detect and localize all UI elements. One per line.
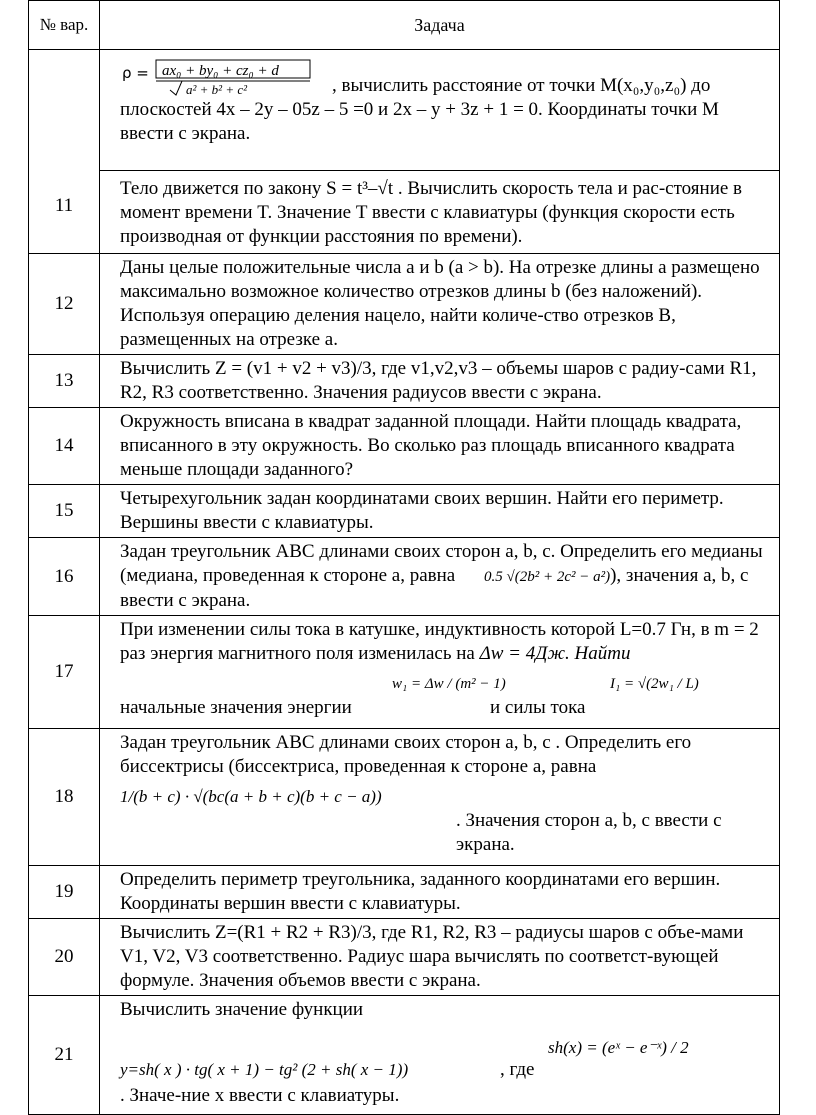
row-number: 16 — [29, 538, 100, 616]
row-number — [29, 50, 100, 254]
task-cell: Окружность вписана в квадрат заданной площади. Найти площадь квадрата, вписанного в эту окружность. Во сколько раз площадь вписанного квадрата меньше площади заданного? — [100, 408, 780, 485]
row-16-text-a: Задан треугольник ABC длинами своих сторон a, b, c. Определить его медианы (медиана, проведенная к стороне a, равна — [120, 541, 763, 586]
table-row — [29, 408, 780, 485]
row-16-text-b: ), значения a, b, c ввести с экрана. — [120, 565, 749, 611]
task-cell — [100, 729, 780, 866]
row-number: 20 — [29, 919, 100, 996]
row-number: 17 — [29, 616, 100, 729]
header-num: № вар. — [29, 1, 100, 50]
table-row — [29, 171, 780, 254]
task-cell — [100, 616, 780, 729]
row-18-text-a: Задан треугольник ABC длинами своих сторон a, b, c . Определить его биссектрисы (биссектриса, проведенная к стороне a, равна — [120, 732, 692, 777]
header-row — [29, 1, 780, 50]
task-cell: Тело движется по закону S = t³–√t . Вычислить скорость тела и рас-стояние в момент времени T. Значение T ввести с клавиатуры (функция скорости есть производная от функции расстояния по времени). — [100, 171, 780, 254]
function-formula: y=sh( x ) · tg( x + 1) − tg² (2 + sh( x − 1)) — [120, 1060, 409, 1079]
svg-text:ρ =: ρ = — [122, 64, 149, 82]
table-row — [29, 996, 780, 1115]
task-cell: Вычислить Z = (v1 + v2 + v3)/3, где v1,v2,v3 – объемы шаров с радиу-сами R1, R2, R3 соответственно. Значения радиусов ввести с экрана. — [100, 355, 780, 408]
row-17-text-c: начальные значения энергии — [120, 697, 352, 718]
task-table — [28, 0, 780, 1115]
sh-formula: sh(x) = (eˣ − e⁻ˣ) / 2 — [548, 1038, 689, 1057]
table-row — [29, 355, 780, 408]
row-18-text-b: . Значения сторон a, b, c ввести с экрана. — [456, 810, 722, 855]
row-number: 14 — [29, 408, 100, 485]
task-cell — [100, 996, 780, 1115]
row-number: 18 — [29, 729, 100, 866]
bisector-formula: 1/(b + c) · √(bc(a + b + c)(b + c − a)) — [120, 787, 382, 806]
task-cell — [100, 538, 780, 616]
current-formula: I₁ = √(2w₁ / L) — [610, 676, 699, 692]
row-number: 19 — [29, 866, 100, 919]
table-row — [29, 729, 780, 866]
header-task: Задача — [100, 1, 780, 50]
table-row — [29, 254, 780, 355]
median-formula: 0.5 √(2b² + 2c² − a²) — [483, 569, 611, 585]
table-row — [29, 485, 780, 538]
row-number: 13 — [29, 355, 100, 408]
task-table-page — [28, 0, 779, 1113]
table-row — [29, 866, 780, 919]
svg-text:a² + b² + c²: a² + b² + c² — [186, 82, 248, 97]
row-21-text-a: Вычислить значение функции — [120, 999, 364, 1020]
task-cell — [100, 50, 780, 171]
row-21-text-b: , где — [500, 1059, 535, 1080]
row-17-text-b: Δw = 4Дж. Найти — [479, 643, 631, 664]
row-10-text: , вычислить расстояние от точки M(x₀,y₀,z₀) до плоскостей 4x – 2y – 05z – 5 =0 и 2x – y + 3z + 1 = 0. Координаты точки M ввести с экрана. — [120, 75, 719, 144]
svg-text:ax₀ + by₀ + cz₀ + d: ax₀ + by₀ + cz₀ + d — [162, 63, 279, 79]
table-row — [29, 919, 780, 996]
row-number-text: 11 — [54, 195, 74, 216]
row-21-text-c: . Значе-ние x ввести с клавиатуры. — [120, 1085, 400, 1106]
table-row — [29, 538, 780, 616]
energy-formula: w₁ = Δw / (m² − 1) — [392, 676, 506, 692]
row-number: 12 — [29, 254, 100, 355]
row-17-text-a: При изменении силы тока в катушке, индуктивность которой L=0.7 Гн, в m = 2 раз энергия магнитного поля изменилась на — [120, 619, 759, 664]
row-17-text-d: и силы тока — [490, 697, 586, 718]
task-cell: Четырехугольник задан координатами своих вершин. Найти его периметр. Вершины ввести с клавиатуры. — [100, 485, 780, 538]
task-cell: Вычислить Z=(R1 + R2 + R3)/3, где R1, R2, R3 – радиусы шаров с объе-мами V1, V2, V3 соответственно. Радиус шара вычислять по соответст-вующей формуле. Значения объемов ввести с экрана. — [100, 919, 780, 996]
table-row — [29, 50, 780, 171]
row-number: 21 — [29, 996, 100, 1115]
table-row — [29, 616, 780, 729]
task-cell: Даны целые положительные числа a и b (a > b). На отрезке длины a размещено максимально возможное количество отрезков длины b (без наложений). Используя операцию деления нацело, найти количе-ство отрезков B, размещенных на отрезке a. — [100, 254, 780, 355]
row-number: 15 — [29, 485, 100, 538]
task-cell: Определить периметр треугольника, заданного координатами его вершин. Координаты вершин ввести с клавиатуры. — [100, 866, 780, 919]
